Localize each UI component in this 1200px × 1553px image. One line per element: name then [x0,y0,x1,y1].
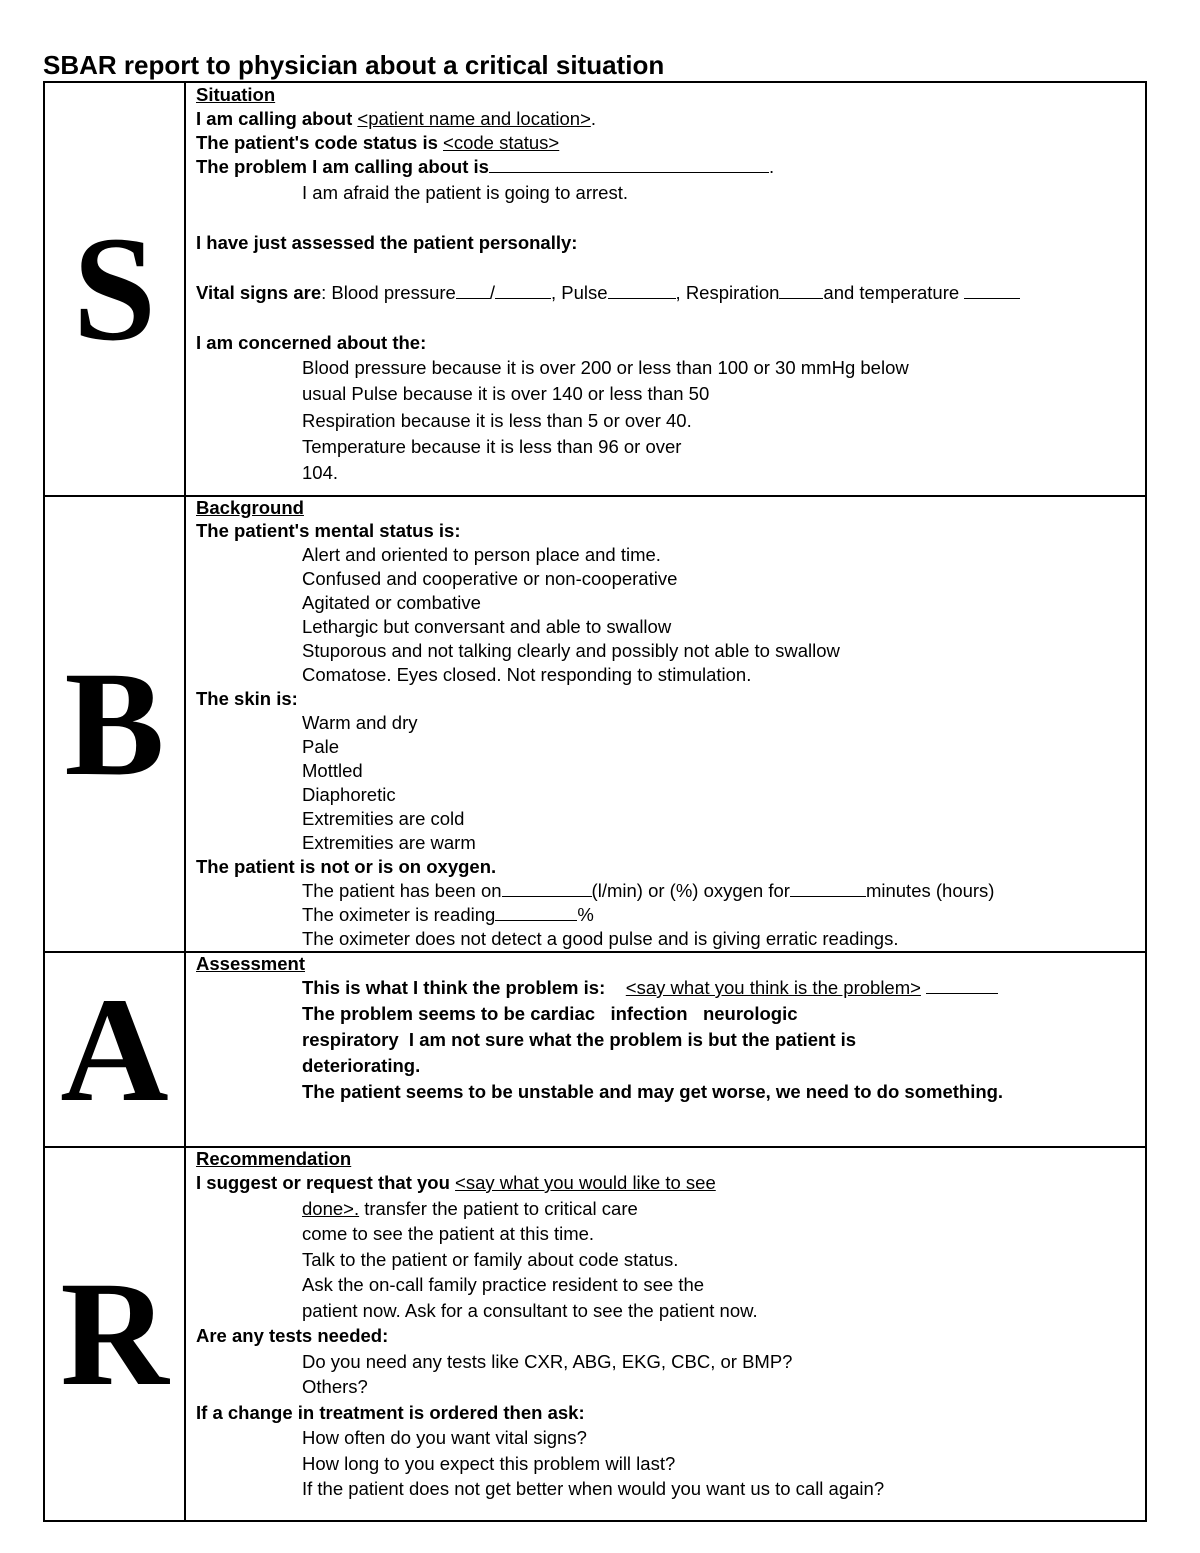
assessment-line: deteriorating. [302,1055,421,1076]
patient-name-placeholder: <patient name and location> [357,108,591,129]
concern-item: Blood pressure because it is over 200 or less than 100 or 30 mmHg below [302,357,909,378]
concern-item: Temperature because it is less than 96 or over [302,435,682,457]
mental-status-item: Confused and cooperative or non-cooperative [302,568,678,589]
oxygen-on-line: The patient has been on (l/min) or (%) oxygen for minutes (hours) [302,880,995,901]
concerns-list [196,355,1141,486]
tests-item: Others? [302,1376,368,1397]
concern-item: usual Pulse because it is over 140 or less than 50 [302,383,710,405]
assessed-line: I have just assessed the patient personally: [196,232,578,253]
tests-label: Are any tests needed: [196,1325,389,1346]
change-list [196,1425,1141,1502]
skin-item: Mottled [302,760,363,781]
oxygen-label: The patient is not or is on oxygen. [196,856,497,877]
recommendation-heading: Recommendation [196,1148,352,1169]
concerned-label: I am concerned about the: [196,332,427,353]
think-placeholder: <say what you think is the problem> [625,977,921,998]
suggest-continuation: done>. transfer the patient to critical care [302,1197,638,1219]
concern-item: Respiration because it is less than 5 or over 40. [302,409,692,431]
suggest-line: I suggest or request that you <say what you would like to see [196,1172,716,1193]
skin-list [196,711,1141,855]
mental-status-label: The patient's mental status is: [196,520,461,541]
situation-letter: S [44,82,185,496]
code-status-placeholder: <code status> [443,132,560,153]
recommendation-row [44,1147,1146,1521]
background-content [185,496,1146,952]
change-item: If the patient does not get better when would you want us to call again? [302,1478,885,1499]
suggest-placeholder: <say what you would like to see [455,1172,716,1193]
skin-item: Diaphoretic [302,784,396,805]
assessment-line: The problem seems to be cardiac infection neurologic [302,1003,798,1024]
situation-heading: Situation [196,84,276,105]
assessment-body [196,975,1141,1105]
oximeter-line: The oximeter is reading % [302,904,594,925]
skin-item: Extremities are warm [302,832,476,853]
mental-status-list [196,543,1141,687]
think-line: This is what I think the problem is: <say what you think is the problem> [302,975,1141,1001]
concern-item: 104. [302,462,339,484]
assessment-line: respiratory I am not sure what the problem is but the patient is [302,1029,857,1050]
change-label: If a change in treatment is ordered then ask: [196,1401,585,1423]
skin-label: The skin is: [196,688,298,709]
suggest-option: patient now. Ask for a consultant to see the patient now. [302,1299,758,1321]
mental-status-item: Agitated or combative [302,592,481,613]
page-title: SBAR report to physician about a critical situation [43,50,665,80]
assessment-heading: Assessment [196,953,306,974]
recommendation-letter: R [44,1147,185,1521]
tests-item: Do you need any tests like CXR, ABG, EKG, CBC, or BMP? [302,1350,793,1372]
suggest-option: Talk to the patient or family about code status. [302,1248,679,1270]
suggest-option: come to see the patient at this time. [302,1223,595,1244]
mental-status-item: Comatose. Eyes closed. Not responding to stimulation. [302,664,752,685]
skin-item: Pale [302,736,340,757]
tests-list [196,1349,1141,1400]
assessment-row [44,952,1146,1147]
calling-about-line: I am calling about <patient name and location>. [196,108,597,129]
mental-status-item: Alert and oriented to person place and time. [302,544,661,565]
situation-row [44,82,1146,496]
assessment-content [185,952,1146,1147]
suggest-option: Ask the on-call family practice resident to see the [302,1274,705,1295]
change-item: How long to you expect this problem will last? [302,1452,676,1474]
skin-item: Warm and dry [302,712,418,733]
suggest-options [196,1196,1141,1324]
background-row [44,496,1146,952]
recommendation-content [185,1147,1146,1521]
background-letter: B [44,496,185,952]
oximeter-erratic-line: The oximeter does not detect a good pulse and is giving erratic readings. [302,928,899,949]
vital-signs-line: Vital signs are: Blood pressure / , Pulse , Respiration and temperature [196,281,1141,305]
mental-status-item: Stuporous and not talking clearly and possibly not able to swallow [302,640,840,661]
oxygen-details [196,879,1141,951]
code-status-line: The patient's code status is <code status> [196,132,560,153]
mental-status-item: Lethargic but conversant and able to swallow [302,616,672,637]
assessment-letter: A [44,952,185,1147]
background-heading: Background [196,497,304,518]
problem-blank [489,156,769,173]
afraid-line: I am afraid the patient is going to arrest. [302,182,628,203]
assessment-line: The patient seems to be unstable and may get worse, we need to do something. [302,1081,1004,1102]
change-item: How often do you want vital signs? [302,1427,587,1448]
skin-item: Extremities are cold [302,808,465,829]
sbar-table [43,81,1147,1522]
problem-line: The problem I am calling about is . [196,156,775,177]
situation-content [185,82,1146,496]
